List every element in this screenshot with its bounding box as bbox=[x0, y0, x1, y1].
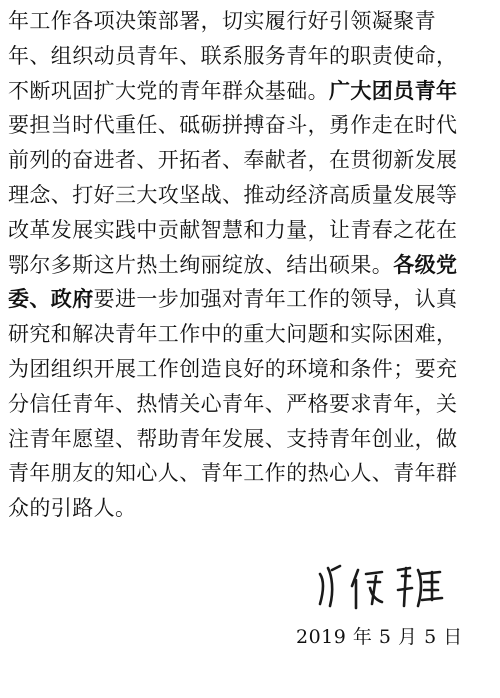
text-line bbox=[8, 422, 496, 457]
text-segment: 年、组织动员青年、联系服务青年的职责使命， bbox=[8, 43, 458, 68]
text-segment: 为团组织开展工作创造良好的环境和条件；要充 bbox=[8, 356, 458, 381]
bold-text-segment: 委、政府 bbox=[8, 286, 94, 312]
text-segment: 研究和解决青年工作中的重大问题和实际困难， bbox=[8, 322, 458, 347]
bold-text-segment: 广大团员青年 bbox=[329, 77, 458, 103]
text-segment: 分信任青年、热情关心青年、严格要求青年，关 bbox=[8, 391, 458, 416]
text-line bbox=[8, 282, 496, 317]
text-segment: 不断巩固扩大党的青年群众基础。 bbox=[8, 78, 329, 103]
document-body bbox=[8, 4, 496, 526]
text-segment: 青年朋友的知心人、青年工作的热心人、青年群 bbox=[8, 461, 458, 486]
text-segment: 要进一步加强对青年工作的领导，认真 bbox=[93, 287, 458, 312]
text-segment: 鄂尔多斯这片热土绚丽绽放、结出硕果。 bbox=[8, 252, 394, 277]
text-line bbox=[8, 491, 496, 526]
text-line bbox=[8, 456, 496, 491]
text-segment: 众的引路人。 bbox=[8, 496, 137, 521]
text-line bbox=[8, 39, 496, 74]
text-segment: 改革发展实践中贡献智慧和力量，让青春之花在 bbox=[8, 217, 458, 242]
text-line bbox=[8, 387, 496, 422]
text-line bbox=[8, 317, 496, 352]
text-line bbox=[8, 143, 496, 178]
text-line bbox=[8, 178, 496, 213]
text-segment: 前列的奋进者、开拓者、奉献者，在贯彻新发展 bbox=[8, 148, 458, 173]
text-segment: 注青年愿望、帮助青年发展、支持青年创业，做 bbox=[8, 426, 458, 451]
text-line bbox=[8, 213, 496, 248]
text-line bbox=[8, 108, 496, 143]
text-line bbox=[8, 4, 496, 39]
text-segment: 要担当时代重任、砥砺拼搏奋斗，勇作走在时代 bbox=[8, 113, 458, 138]
handwritten-signature bbox=[310, 556, 460, 616]
text-segment: 年工作各项决策部署，切实履行好引领凝聚青 bbox=[8, 9, 436, 33]
text-line bbox=[8, 248, 496, 283]
text-segment: 理念、打好三大攻坚战、推动经济高质量发展等 bbox=[8, 182, 458, 207]
text-line bbox=[8, 352, 496, 387]
signature-date: 2019 年 5 月 5 日 bbox=[296, 626, 463, 648]
text-line bbox=[8, 74, 496, 109]
bold-text-segment: 各级党 bbox=[393, 251, 458, 277]
